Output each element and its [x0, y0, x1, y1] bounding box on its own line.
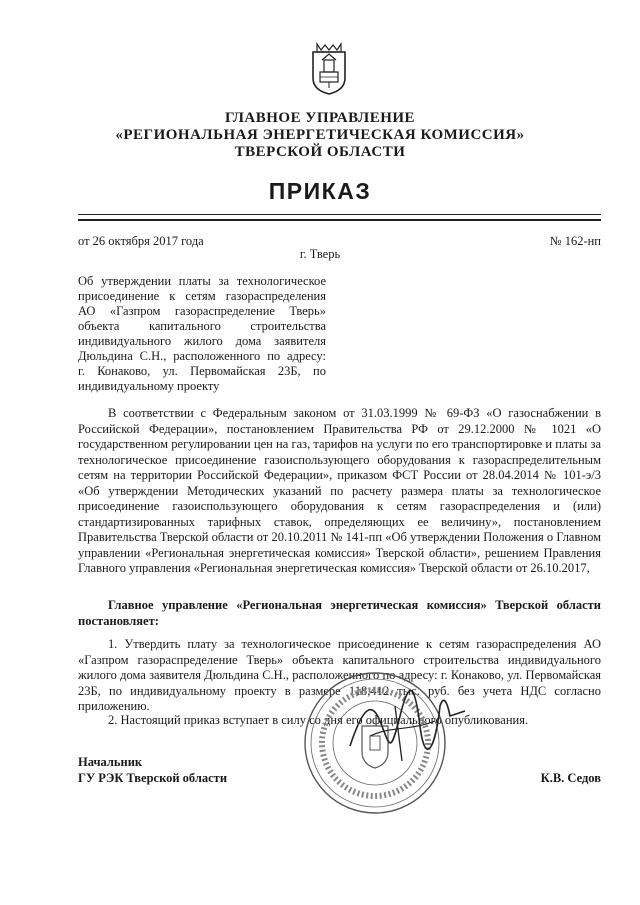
- signatory-name: К.В. Седов: [540, 771, 601, 785]
- order-item-2: 2. Настоящий приказ вступает в силу со дня его официального опубликования.: [108, 713, 529, 727]
- header-rule-top: [78, 214, 601, 215]
- subject-line: АО «Газпром газораспределение Тверь»: [78, 304, 326, 318]
- org-name-line3: ТВЕРСКОЙ ОБЛАСТИ: [234, 144, 406, 160]
- order-number: № 162-нп: [549, 234, 601, 248]
- order-city: г. Тверь: [299, 247, 341, 261]
- resolve-paragraph: Главное управление «Региональная энергетическая комиссия» Тверской области постановляет:: [78, 598, 601, 628]
- order-date: от 26 октября 2017 года: [78, 234, 204, 248]
- signatory-position-line2: ГУ РЭК Тверской области: [78, 771, 228, 785]
- signatory-position-line1: Начальник: [78, 755, 143, 769]
- header-rule-bottom: [78, 219, 601, 221]
- order-item-1: 1. Утвердить плату за технологическое присоединение к сетям газораспределения АО «Газпром газораспределение Тверь» объекта капитального строительства индивидуального жилого дома заявителя Дюльдина С.Н., расположенного по адресу: г. Конаково, ул. Первомайская 23Б, по индивидуальному проекту в размере 118,412 тыс. руб. без учета НДС согласно приложению.: [78, 637, 601, 713]
- org-name-line1: ГЛАВНОЕ УПРАВЛЕНИЕ: [224, 110, 416, 126]
- document-title: ПРИКАЗ: [268, 178, 372, 204]
- subject-line: индивидуального жилого дома заявителя: [78, 334, 326, 348]
- org-name-line2: «РЕГИОНАЛЬНАЯ ЭНЕРГЕТИЧЕСКАЯ КОМИССИЯ»: [115, 127, 525, 143]
- handwritten-signature-icon: [340, 676, 470, 766]
- subject-line: г. Конаково, ул. Первомайская 23Б, по: [78, 364, 326, 378]
- subject-line: индивидуальному проекту: [78, 379, 220, 393]
- preamble-paragraph: В соответствии с Федеральным законом от 31.03.1999 № 69-ФЗ «О газоснабжении в Российской Федерации», постановлением Правительства РФ от 29.12.2000 № 1021 «О государственном регулировании цен на газ, тарифов на услуги по его транспортировке и платы за технологическое присоединение газоиспользующего оборудования к газораспределительным сетям на территории Российской Федерации», приказом ФСТ России от 28.04.2014 № 101-э/3 «Об утверждении Методических указаний по расчету размера платы за технологическое присоединение газоиспользующего оборудования к сетям газораспределения и (или) стандартизированных тарифных ставок, определяющих ее величину», постановлением Правительства Тверской области от 20.10.2011 № 141-пп «Об утверждении Положения о Главном управлении «Региональная энергетическая комиссия» Тверской области», решением Правления Главного управления «Региональная энергетическая комиссия» Тверской области от 26.10.2017,: [78, 406, 601, 575]
- order-subject: [78, 274, 326, 394]
- subject-line: присоединение к сетям газораспределения: [78, 289, 326, 303]
- subject-line: Дюльдина С.Н., расположенного по адресу:: [78, 349, 326, 363]
- subject-line: Об утверждении платы за технологическое: [78, 274, 326, 288]
- subject-line: объекта капитального строительства: [78, 319, 326, 333]
- tver-coat-of-arms-icon: [309, 42, 349, 96]
